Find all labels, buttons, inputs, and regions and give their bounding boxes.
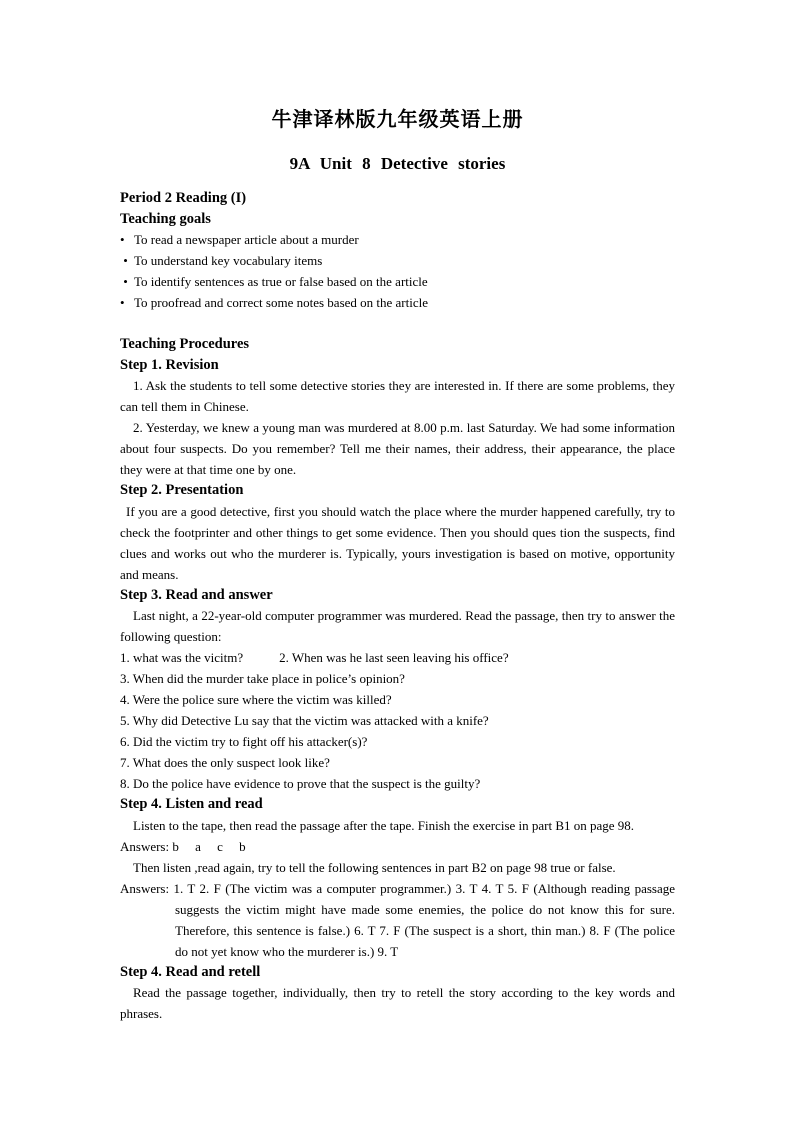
goal-item: • To read a newspaper article about a murder [120,229,675,250]
step3-heading: Step 3. Read and answer [120,586,273,603]
answers-b1: Answers: b a c b [120,838,246,854]
document-page [120,103,675,1024]
teaching-procedures-heading: Teaching Procedures [120,336,250,352]
step2-paragraph: If you are a good detective, first you should watch the place where the murder happened carefully, try to check the footprinter and other things to get some evidence. Then you should ques tion the suspects, find clues and works out who the murderer is. Typically, yours investigation is based on motive, opportunity and means. [120,503,675,582]
document-title-unit: 9A Unit 8 Detective stories [289,154,506,173]
question-3: 3. When did the murder take place in police’s opinion? [120,671,405,686]
step4-listen-paragraph: Listen to the tape, then read the passage after the tape. Finish the exercise in part B1 on page 98. [133,817,635,833]
teaching-goals-heading: Teaching goals [120,210,211,227]
step1-heading: Step 1. Revision [120,356,219,373]
bullet-icon: • [120,232,125,247]
step1-paragraph-1: 1. Ask the students to tell some detective stories they are interested in. If there are some problems, they can tell them in Chinese. [120,378,675,414]
step1-paragraph-2: 2. Yesterday, we knew a young man was murdered at 8.00 p.m. last Saturday. We had some information about four suspects. Do you remember? Tell me their names, their address, their appearance, the place they were at that time one by one. [120,420,675,477]
goal-item: • To identify sentences as true or false based on the article [120,271,675,292]
step2-heading: Step 2. Presentation [120,482,244,498]
question-6: 6. Did the victim try to fight off his attacker(s)? [120,734,368,749]
goal-item: • To understand key vocabulary items [120,250,675,271]
bullet-icon: • [120,295,125,310]
document-title-chinese: 牛津译林版九年级英语上册 [271,109,524,131]
question-8: 8. Do the police have evidence to prove that the suspect is the guilty? [120,776,481,791]
question-2: 2. When was he last seen leaving his office? [279,650,509,665]
bullet-icon: • [120,274,128,289]
question-7: 7. What does the only suspect look like? [120,755,330,770]
step4-listen-heading: Step 4. Listen and read [120,796,263,812]
question-4: 4. Were the police sure where the victim was killed? [120,692,392,707]
step4-retell-paragraph: Read the passage together, individually, then try to retell the story according to the key words and phrases. [120,985,675,1021]
goal-item: • To proofread and correct some notes based on the article [120,292,675,313]
question-row [120,647,675,668]
step3-intro: Last night, a 22-year-old computer programmer was murdered. Read the passage, then try to answer the following question: [120,608,675,644]
question-5: 5. Why did Detective Lu say that the victim was attacked with a knife? [120,713,489,728]
teaching-goals-list [120,229,675,313]
bullet-icon: • [120,253,128,268]
question-1: 1. what was the vicitm? [120,650,244,665]
answers-b2: Answers: 1. T 2. F (The victim was a computer programmer.) 3. T 4. T 5. F (Although reading passage suggests the victim might have made some enemies, the police do not know this for sure. Therefore, this sentence is false.) 6. T 7. F (The suspect is a short, thin man.) 8. F (The police do not yet know who the murderer is.) 9. T [120,880,675,959]
period-heading: Period 2 Reading (I) [120,190,247,206]
step4-retell-heading: Step 4. Read and retell [120,963,261,980]
step4-listen-paragraph-2: Then listen ,read again, try to tell the following sentences in part B2 on page 98 true or false. [133,859,616,875]
